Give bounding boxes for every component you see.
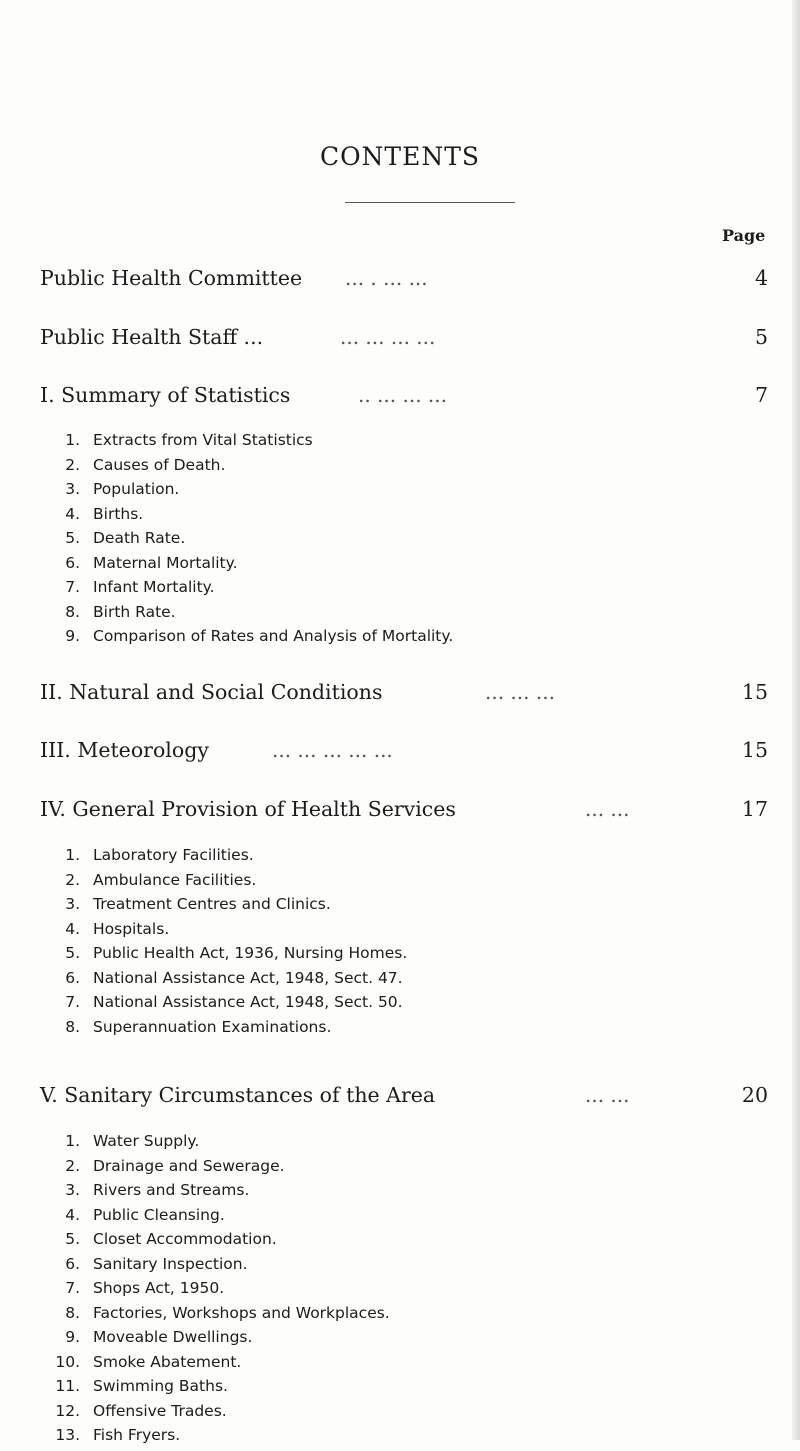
list-item: 9. Moveable Dwellings. [65,1328,253,1346]
list-item: 1. Water Supply. [65,1132,200,1150]
list-item: 3. Rivers and Streams. [65,1181,250,1199]
list-item: 8. Factories, Workshops and Workplaces. [65,1303,390,1322]
list-item: 7. Infant Mortality. [65,578,215,596]
toc-entry-page: 20 [741,1083,768,1107]
dot-leader: ... ... ... [485,680,555,704]
dot-leader: ... ... [585,797,630,821]
toc-entry-page: 5 [754,325,768,349]
list-item: 4. Hospitals. [65,919,170,938]
toc-entry-label: I. Summary of Statistics [40,383,291,407]
toc-entry-page: 15 [741,738,768,762]
toc-entry-page: 17 [741,797,768,821]
title-rule [345,202,515,203]
toc-entry-label: III. Meteorology [40,738,209,762]
summary-subitems [40,431,453,652]
page-column-heading: Page [722,226,766,245]
list-item: 4. Births. [65,504,144,523]
toc-entry-page: 4 [754,266,768,290]
list-item: 8. Birth Rate. [65,602,176,621]
toc-entry-summary-of-statistics[interactable] [40,383,768,413]
dot-leader: ... ... ... ... ... [272,738,393,762]
list-item: 1. Extracts from Vital Statistics [65,431,313,449]
list-item: 3. Population. [65,480,180,498]
toc-entry-sanitary-circumstances[interactable] [40,1083,768,1113]
list-item: 6. Maternal Mortality. [65,553,238,572]
list-item: 6. Sanitary Inspection. [65,1254,248,1273]
dot-leader: .. ... ... ... [358,383,448,407]
dot-leader: ... ... ... ... [340,325,436,349]
toc-entry-page: 15 [741,680,768,704]
toc-entry-public-health-staff[interactable] [40,325,768,355]
list-item: 8. Superannuation Examinations. [65,1017,332,1036]
list-item: 1. Laboratory Facilities. [65,846,254,864]
toc-entry-meteorology[interactable] [40,738,768,768]
list-item: 9. Comparison of Rates and Analysis of Mortality. [65,627,454,645]
list-item: 5. Closet Accommodation. [65,1230,277,1248]
list-item: 3. Treatment Centres and Clinics. [65,895,331,913]
toc-entry-public-health-committee[interactable] [40,266,768,296]
toc-entry-page: 7 [754,383,768,407]
list-item: 13. Fish Fryers. [55,1426,181,1444]
list-item: 4. Public Cleansing. [65,1205,225,1224]
list-item: 2. Drainage and Sewerage. [65,1156,285,1175]
list-item: 7. Shops Act, 1950. [65,1279,225,1297]
toc-entry-label: IV. General Provision of Health Services [40,797,456,821]
health-services-subitems [40,846,407,1042]
list-item: 6. National Assistance Act, 1948, Sect. 47. [65,968,403,987]
list-item: 12. Offensive Trades. [55,1401,227,1420]
list-item: 2. Ambulance Facilities. [65,870,257,889]
toc-entry-label: Public Health Committee [40,266,303,290]
toc-entry-label: V. Sanitary Circumstances of the Area [40,1083,436,1107]
toc-entry-general-provision-health-services[interactable] [40,797,768,827]
dot-leader: ... ... [585,1083,630,1107]
sanitary-subitems [40,1132,390,1451]
dot-leader: ... . ... ... [345,266,428,290]
list-item: 2. Causes of Death. [65,455,226,474]
list-item: 5. Public Health Act, 1936, Nursing Homes. [65,944,408,962]
toc-entry-natural-social-conditions[interactable] [40,680,768,710]
page-edge-shadow [792,0,800,1440]
page-title: CONTENTS [319,142,481,171]
list-item: 5. Death Rate. [65,529,186,547]
list-item: 7. National Assistance Act, 1948, Sect. 50. [65,993,403,1011]
list-item: 11. Swimming Baths. [55,1377,228,1395]
toc-entry-label: II. Natural and Social Conditions [40,680,383,704]
list-item: 10. Smoke Abatement. [55,1352,242,1371]
toc-entry-label: Public Health Staff ... [40,325,264,349]
